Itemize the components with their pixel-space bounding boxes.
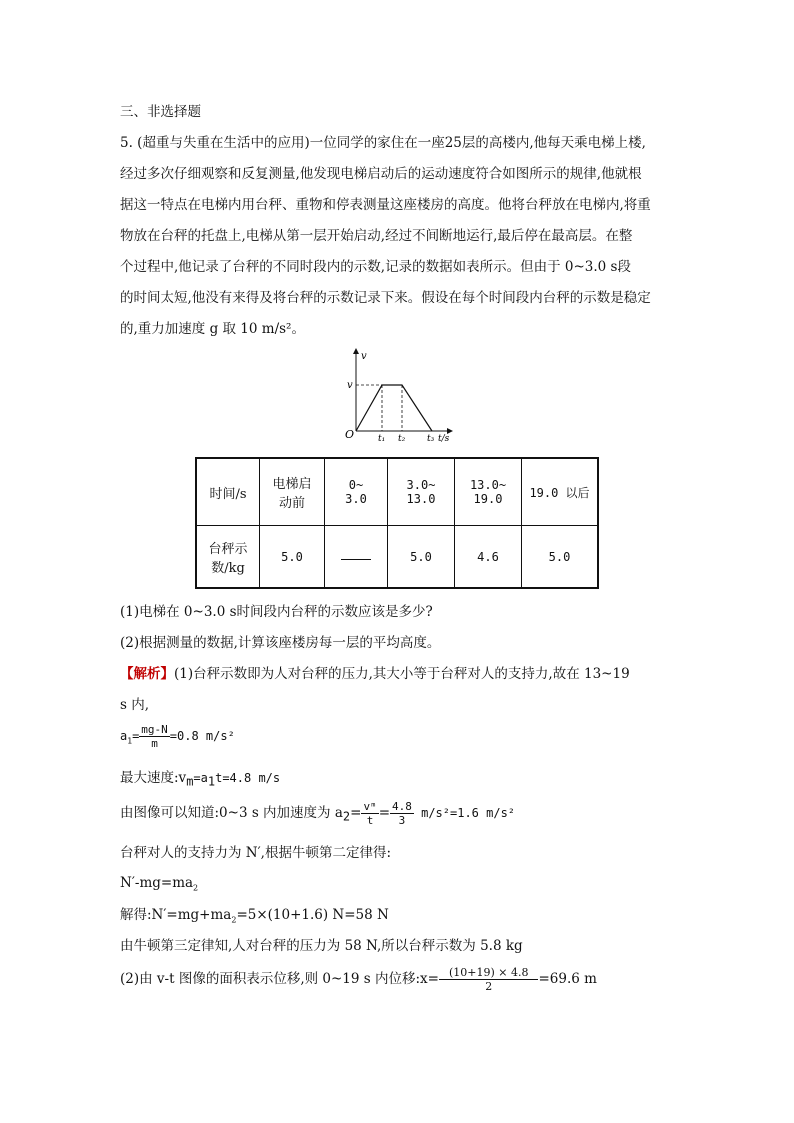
t1-tick-label: t₁ xyxy=(378,434,386,444)
solution-tag: 【解析】 xyxy=(120,666,174,682)
table-header-cell: 3.0~ 13.0 xyxy=(388,458,455,526)
solution-line-2: s 内, xyxy=(120,697,150,713)
scale-reading-table xyxy=(195,457,599,589)
x-axis-label: t/s xyxy=(438,434,450,444)
table-header-cell: 0~ 3.0 xyxy=(325,458,388,526)
table-value-cell: 5.0 xyxy=(388,526,455,589)
solution-line-a2: 由图像可以知道:0~3 s 内加速度为 $a_2=$ $\frac{\text{vᵐ}}{t}$ = $\frac{4.8}{3}$ m/s²=1.6 m/s² xyxy=(120,800,516,827)
solution-line-1: 【解析】(1)台秤示数即为人对台秤的压力,其大小等于台秤对人的支持力,故在 13~19 xyxy=(120,666,630,682)
table-value-row xyxy=(196,526,598,589)
table-row-label: 时间/s xyxy=(196,458,260,526)
table-header-cell: 13.0~ 19.0 xyxy=(455,458,522,526)
fraction: $\frac{(10+19) \times 4.8}{2}$ xyxy=(439,966,539,993)
velocity-curve xyxy=(356,385,432,431)
problem-line: 据这一特点在电梯内用台秤、重物和停表测量这座楼房的高度。他将台秤放在电梯内,将重 xyxy=(120,197,651,213)
table-header-row xyxy=(196,458,598,526)
problem-line: 5. (超重与失重在生活中的应用)一位同学的家住在一座25层的高楼内,他每天乘电梯上楼, xyxy=(120,135,646,151)
solution-line-max-speed: 最大速度$:v_m=a_1t=4.8$ m/s xyxy=(120,770,281,789)
table-value-cell-blank xyxy=(325,526,388,589)
solution-line-displacement: (2)由 v-t 图像的面积表示位移,则 0~19 s 内位移:x= $\frac{(10+19) \times 4.8}{2}$ =69.6 m xyxy=(120,966,597,993)
table-header-cell: 19.0 以后 xyxy=(522,458,599,526)
table-row-label: 台秤示 数/kg xyxy=(196,526,260,589)
solution-line-newton2: $N'-mg=ma_2$ xyxy=(120,875,199,893)
table-header-cell: 电梯启 动前 xyxy=(260,458,325,526)
section-heading: 三、非选择题 xyxy=(120,104,201,120)
question-1: (1)电梯在 0~3.0 s时间段内台秤的示数应该是多少? xyxy=(120,604,433,620)
origin-label: O xyxy=(345,428,355,441)
problem-line: 物放在台秤的托盘上,电梯从第一层开始启动,经过不间断地运行,最后停在最高层。在整 xyxy=(120,228,633,244)
answer-blank xyxy=(341,549,371,560)
t3-tick-label: t₃ xyxy=(427,434,435,444)
problem-line: 的时间太短,他没有来得及将台秤的示数记录下来。假设在每个时间段内台秤的示数是稳定 xyxy=(120,290,651,306)
fraction: $\frac{\text{vᵐ}}{t}$ xyxy=(363,800,377,827)
fraction: $\frac{4.8}{3}$ xyxy=(392,800,412,827)
solution-line-support: 台秤对人的支持力为 N′,根据牛顿第二定律得: xyxy=(120,845,392,861)
problem-line: 经过多次仔细观察和反复测量,他发现电梯启动后的运动速度符合如图所示的规律,他就根 xyxy=(120,166,642,182)
solution-line-newton3: 由牛顿第三定律知,人对台秤的压力为 58 N,所以台秤示数为 5.8 kg xyxy=(120,938,523,954)
problem-line: 的,重力加速度 g 取 10 m/s²。 xyxy=(120,321,305,337)
y-axis-label: v xyxy=(361,351,367,362)
question-2: (2)根据测量的数据,计算该座楼房每一层的平均高度。 xyxy=(120,635,441,651)
solution-equation-a1: $a_1=$ $\frac{mg-N}{m}$ =0.8 m/s² xyxy=(120,723,235,750)
v-tick-label: v xyxy=(347,380,353,391)
problem-line: 个过程中,他记录了台秤的不同时段内的示数,记录的数据如表所示。但由于 0~3.0 s段 xyxy=(120,259,631,275)
velocity-time-graph xyxy=(330,345,460,445)
solution-line-solve: 解得$:N'=mg+ma_2=5\times(10+1.6)$ N=58 N xyxy=(120,907,389,925)
t2-tick-label: t₂ xyxy=(398,434,406,444)
table-value-cell: 5.0 xyxy=(522,526,599,589)
fraction: $\frac{mg-N}{m}$ xyxy=(141,723,168,750)
table-value-cell: 5.0 xyxy=(260,526,325,589)
table-value-cell: 4.6 xyxy=(455,526,522,589)
